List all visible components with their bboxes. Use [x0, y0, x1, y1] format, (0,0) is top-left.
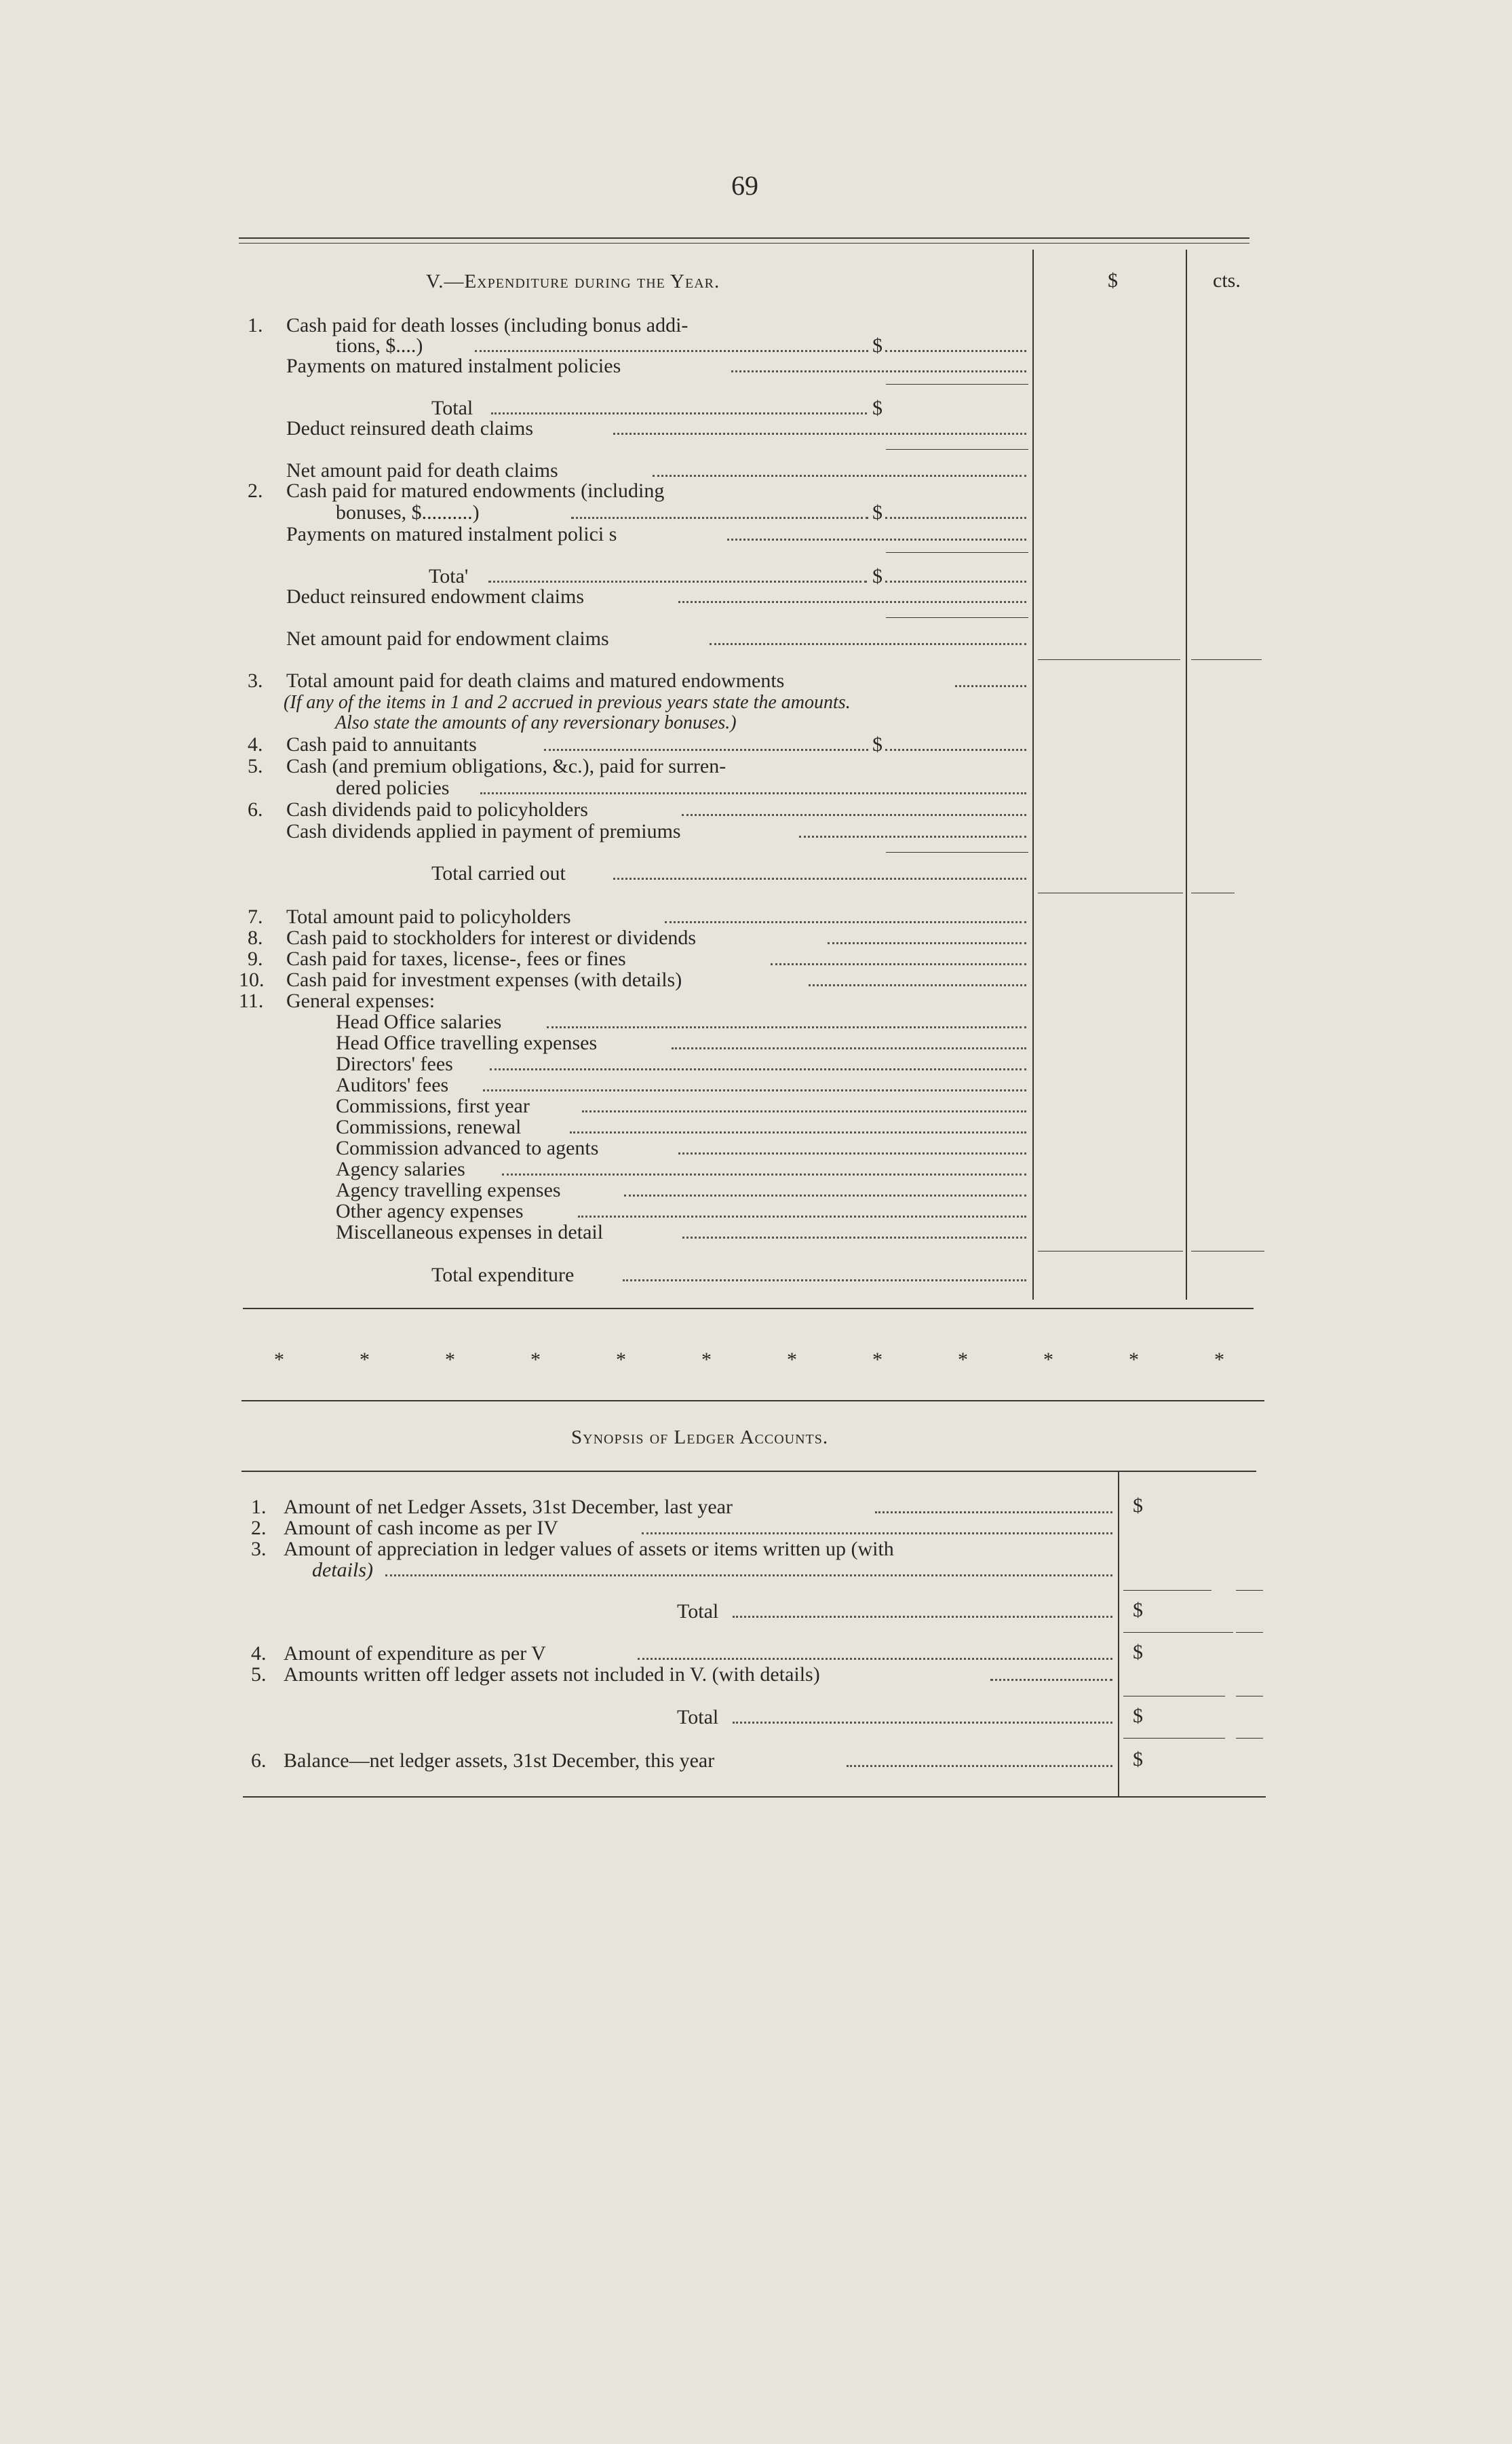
leader-dots [488, 581, 867, 583]
synopsis-column-divider [1118, 1471, 1119, 1796]
column-divider-2 [1186, 250, 1187, 1300]
column-divider-1 [1032, 250, 1034, 1300]
subtotal-rule [886, 852, 1028, 853]
section-bottom-rule [243, 1308, 1254, 1309]
line-number: 3. [251, 1538, 267, 1560]
line-number: 2. [248, 480, 263, 502]
expense-item: Head Office travelling expenses [336, 1032, 598, 1054]
line-number: 1. [248, 314, 263, 336]
dollar-sign: $ [1133, 1748, 1143, 1770]
top-rule-2 [239, 243, 1249, 244]
leader-dots [682, 1237, 1026, 1239]
expenditure-heading: V.—Expenditure during the Year. [426, 271, 720, 292]
separator-star: * [360, 1349, 370, 1371]
leader-dots [885, 749, 1026, 751]
leader-dots [733, 1616, 1112, 1618]
subtotal-rule [1236, 1632, 1263, 1633]
leader-dots [653, 475, 1026, 477]
line-number: 10. [239, 969, 265, 991]
line-text: Balance—net ledger assets, 31st December, this year [284, 1749, 715, 1772]
total-label: Total [677, 1600, 719, 1623]
leader-dots [847, 1765, 1112, 1767]
leader-dots [582, 1110, 1026, 1112]
line-text: Cash paid for death losses (including bonus addi- [286, 314, 689, 336]
column-rule [1191, 659, 1262, 660]
subtotal-rule [1123, 1590, 1211, 1591]
column-rule [1191, 1251, 1264, 1252]
line-number: 6. [248, 798, 263, 821]
line-text: dered policies [336, 777, 450, 799]
total-label: Total [677, 1706, 719, 1728]
leader-dots [547, 1026, 1026, 1028]
line-number: 1. [251, 1496, 267, 1518]
line-number: 4. [248, 733, 263, 756]
leader-dots [809, 984, 1026, 986]
leader-dots [955, 685, 1026, 687]
line-text: Cash paid for investment expenses (with details) [286, 969, 682, 991]
subtotal-dollar: $ [872, 565, 883, 587]
leader-dots [733, 1722, 1112, 1724]
leader-dots [799, 836, 1026, 838]
leader-dots [385, 1574, 1112, 1576]
leader-dots [475, 350, 868, 352]
dollars-column-header: $ [1108, 269, 1118, 292]
line-text: Cash paid for taxes, license-, fees or fines [286, 948, 626, 970]
line-note: (If any of the items in 1 and 2 accrued in previous years state the amounts. [284, 692, 851, 713]
column-rule [1038, 1251, 1183, 1252]
expense-item: Auditors' fees [336, 1074, 449, 1096]
leader-dots [578, 1216, 1026, 1218]
separator-star: * [787, 1349, 797, 1371]
leader-dots [613, 433, 1026, 435]
line-number: 5. [248, 755, 263, 777]
separator-star: * [1214, 1349, 1224, 1371]
separator-star: * [530, 1349, 541, 1371]
subtotal-rule [886, 384, 1028, 385]
expense-item: Other agency expenses [336, 1200, 524, 1222]
line-text: Amount of expenditure as per V [284, 1642, 546, 1665]
line-text: Net amount paid for endowment claims [286, 627, 609, 650]
expense-item: Head Office salaries [336, 1011, 502, 1033]
line-number: 4. [251, 1642, 267, 1665]
line-text: Total carried out [431, 862, 566, 885]
line-text: Cash paid to annuitants [286, 733, 477, 756]
leader-dots [544, 749, 868, 751]
leader-dots [613, 878, 1026, 880]
line-text: Cash paid for matured endowments (including [286, 480, 665, 502]
subtotal-dollar: $ [872, 334, 883, 357]
leader-dots [731, 370, 1026, 372]
subtotal-dollar: $ [872, 501, 883, 524]
leader-dots [491, 412, 867, 414]
subtotal-rule [886, 617, 1028, 618]
line-text: bonuses, $..........) [336, 501, 480, 524]
leader-dots [828, 942, 1026, 944]
line-text: Amount of net Ledger Assets, 31st December, last year [284, 1496, 733, 1518]
leader-dots [480, 792, 1026, 794]
line-text: Deduct reinsured endowment claims [286, 585, 585, 608]
line-text: tions, $....) [336, 334, 423, 357]
leader-dots [727, 539, 1026, 541]
leader-dots [623, 1279, 1026, 1281]
line-number: 11. [239, 990, 264, 1012]
leader-dots [672, 1047, 1026, 1049]
leader-dots [571, 517, 868, 519]
leader-dots [678, 601, 1026, 603]
line-text: Amounts written off ledger assets not included in V. (with details) [284, 1663, 820, 1686]
subtotal-dollar: $ [872, 397, 883, 419]
separator-star: * [701, 1349, 712, 1371]
column-rule [1038, 659, 1180, 660]
line-text: Deduct reinsured death claims [286, 417, 534, 440]
leader-dots [885, 581, 1026, 583]
line-text: Payments on matured instalment policies [286, 355, 621, 377]
subtotal-rule [1123, 1632, 1233, 1633]
separator-star: * [958, 1349, 968, 1371]
line-text: Total amount paid to policyholders [286, 906, 571, 928]
subtotal-rule [886, 449, 1028, 450]
line-text: Total [431, 397, 473, 419]
leader-dots [875, 1511, 1112, 1513]
separator-star: * [1043, 1349, 1053, 1371]
leader-dots [502, 1173, 1026, 1176]
subtotal-rule [886, 552, 1028, 553]
leader-dots [710, 643, 1026, 645]
expense-item: Agency travelling expenses [336, 1179, 561, 1201]
line-text: Cash dividends paid to policyholders [286, 798, 588, 821]
separator-star: * [274, 1349, 284, 1371]
line-number: 8. [248, 927, 263, 949]
separator-star: * [445, 1349, 455, 1371]
synopsis-heading: Synopsis of Ledger Accounts. [571, 1427, 829, 1448]
dollar-sign: $ [1133, 1599, 1143, 1621]
dollar-sign: $ [1133, 1705, 1143, 1727]
separator-star: * [872, 1349, 883, 1371]
line-number: 2. [251, 1517, 267, 1539]
expense-item: Miscellaneous expenses in detail [336, 1221, 604, 1243]
line-text: Amount of cash income as per IV [284, 1517, 558, 1539]
line-number: 5. [251, 1663, 267, 1686]
leader-dots [678, 1152, 1026, 1155]
line-note: Also state the amounts of any reversionary bonuses.) [335, 712, 737, 733]
separator-star: * [616, 1349, 626, 1371]
leader-dots [771, 963, 1026, 965]
line-text: General expenses: [286, 990, 435, 1012]
leader-dots [990, 1679, 1112, 1681]
top-rule [239, 237, 1249, 239]
synopsis-header-rule [241, 1471, 1256, 1472]
synopsis-top-rule [241, 1400, 1264, 1401]
dollar-sign: $ [1133, 1641, 1143, 1663]
expense-item: Commissions, first year [336, 1095, 530, 1117]
expense-item: Directors' fees [336, 1053, 453, 1075]
line-text: Amount of appreciation in ledger values of assets or items written up (with [284, 1538, 894, 1560]
line-number: 6. [251, 1749, 267, 1772]
leader-dots [642, 1532, 1112, 1534]
line-text: Tota' [429, 565, 469, 587]
leader-dots [570, 1131, 1026, 1133]
line-text: details) [312, 1559, 373, 1581]
leader-dots [682, 814, 1026, 816]
leader-dots [483, 1089, 1026, 1091]
leader-dots [624, 1195, 1026, 1197]
line-text: Net amount paid for death claims [286, 459, 558, 482]
subtotal-rule [1123, 1738, 1225, 1739]
line-number: 7. [248, 906, 263, 928]
dollar-sign: $ [1133, 1494, 1143, 1517]
leader-dots [885, 517, 1026, 519]
line-text: Cash paid to stockholders for interest or dividends [286, 927, 697, 949]
subtotal-rule [1236, 1590, 1263, 1591]
separator-star: * [1129, 1349, 1139, 1371]
total-expenditure-label: Total expenditure [431, 1264, 575, 1286]
line-text: Total amount paid for death claims and matured endowments [286, 670, 785, 692]
leader-dots [665, 921, 1026, 923]
page-number: 69 [731, 170, 758, 201]
expense-item: Agency salaries [336, 1158, 465, 1180]
line-number: 9. [248, 948, 263, 970]
leader-dots [638, 1658, 1112, 1660]
expense-item: Commission advanced to agents [336, 1137, 599, 1159]
line-text: Cash (and premium obligations, &c.), paid for surren- [286, 755, 726, 777]
leader-dots [490, 1068, 1026, 1070]
leader-dots [885, 350, 1026, 352]
line-text: Payments on matured instalment polici s [286, 523, 617, 545]
cents-column-header: cts. [1213, 269, 1241, 292]
expense-item: Commissions, renewal [336, 1116, 522, 1138]
subtotal-dollar: $ [872, 733, 883, 756]
line-text: Cash dividends applied in payment of premiums [286, 820, 681, 842]
line-number: 3. [248, 670, 263, 692]
synopsis-bottom-rule [243, 1796, 1266, 1798]
subtotal-rule [1236, 1738, 1263, 1739]
